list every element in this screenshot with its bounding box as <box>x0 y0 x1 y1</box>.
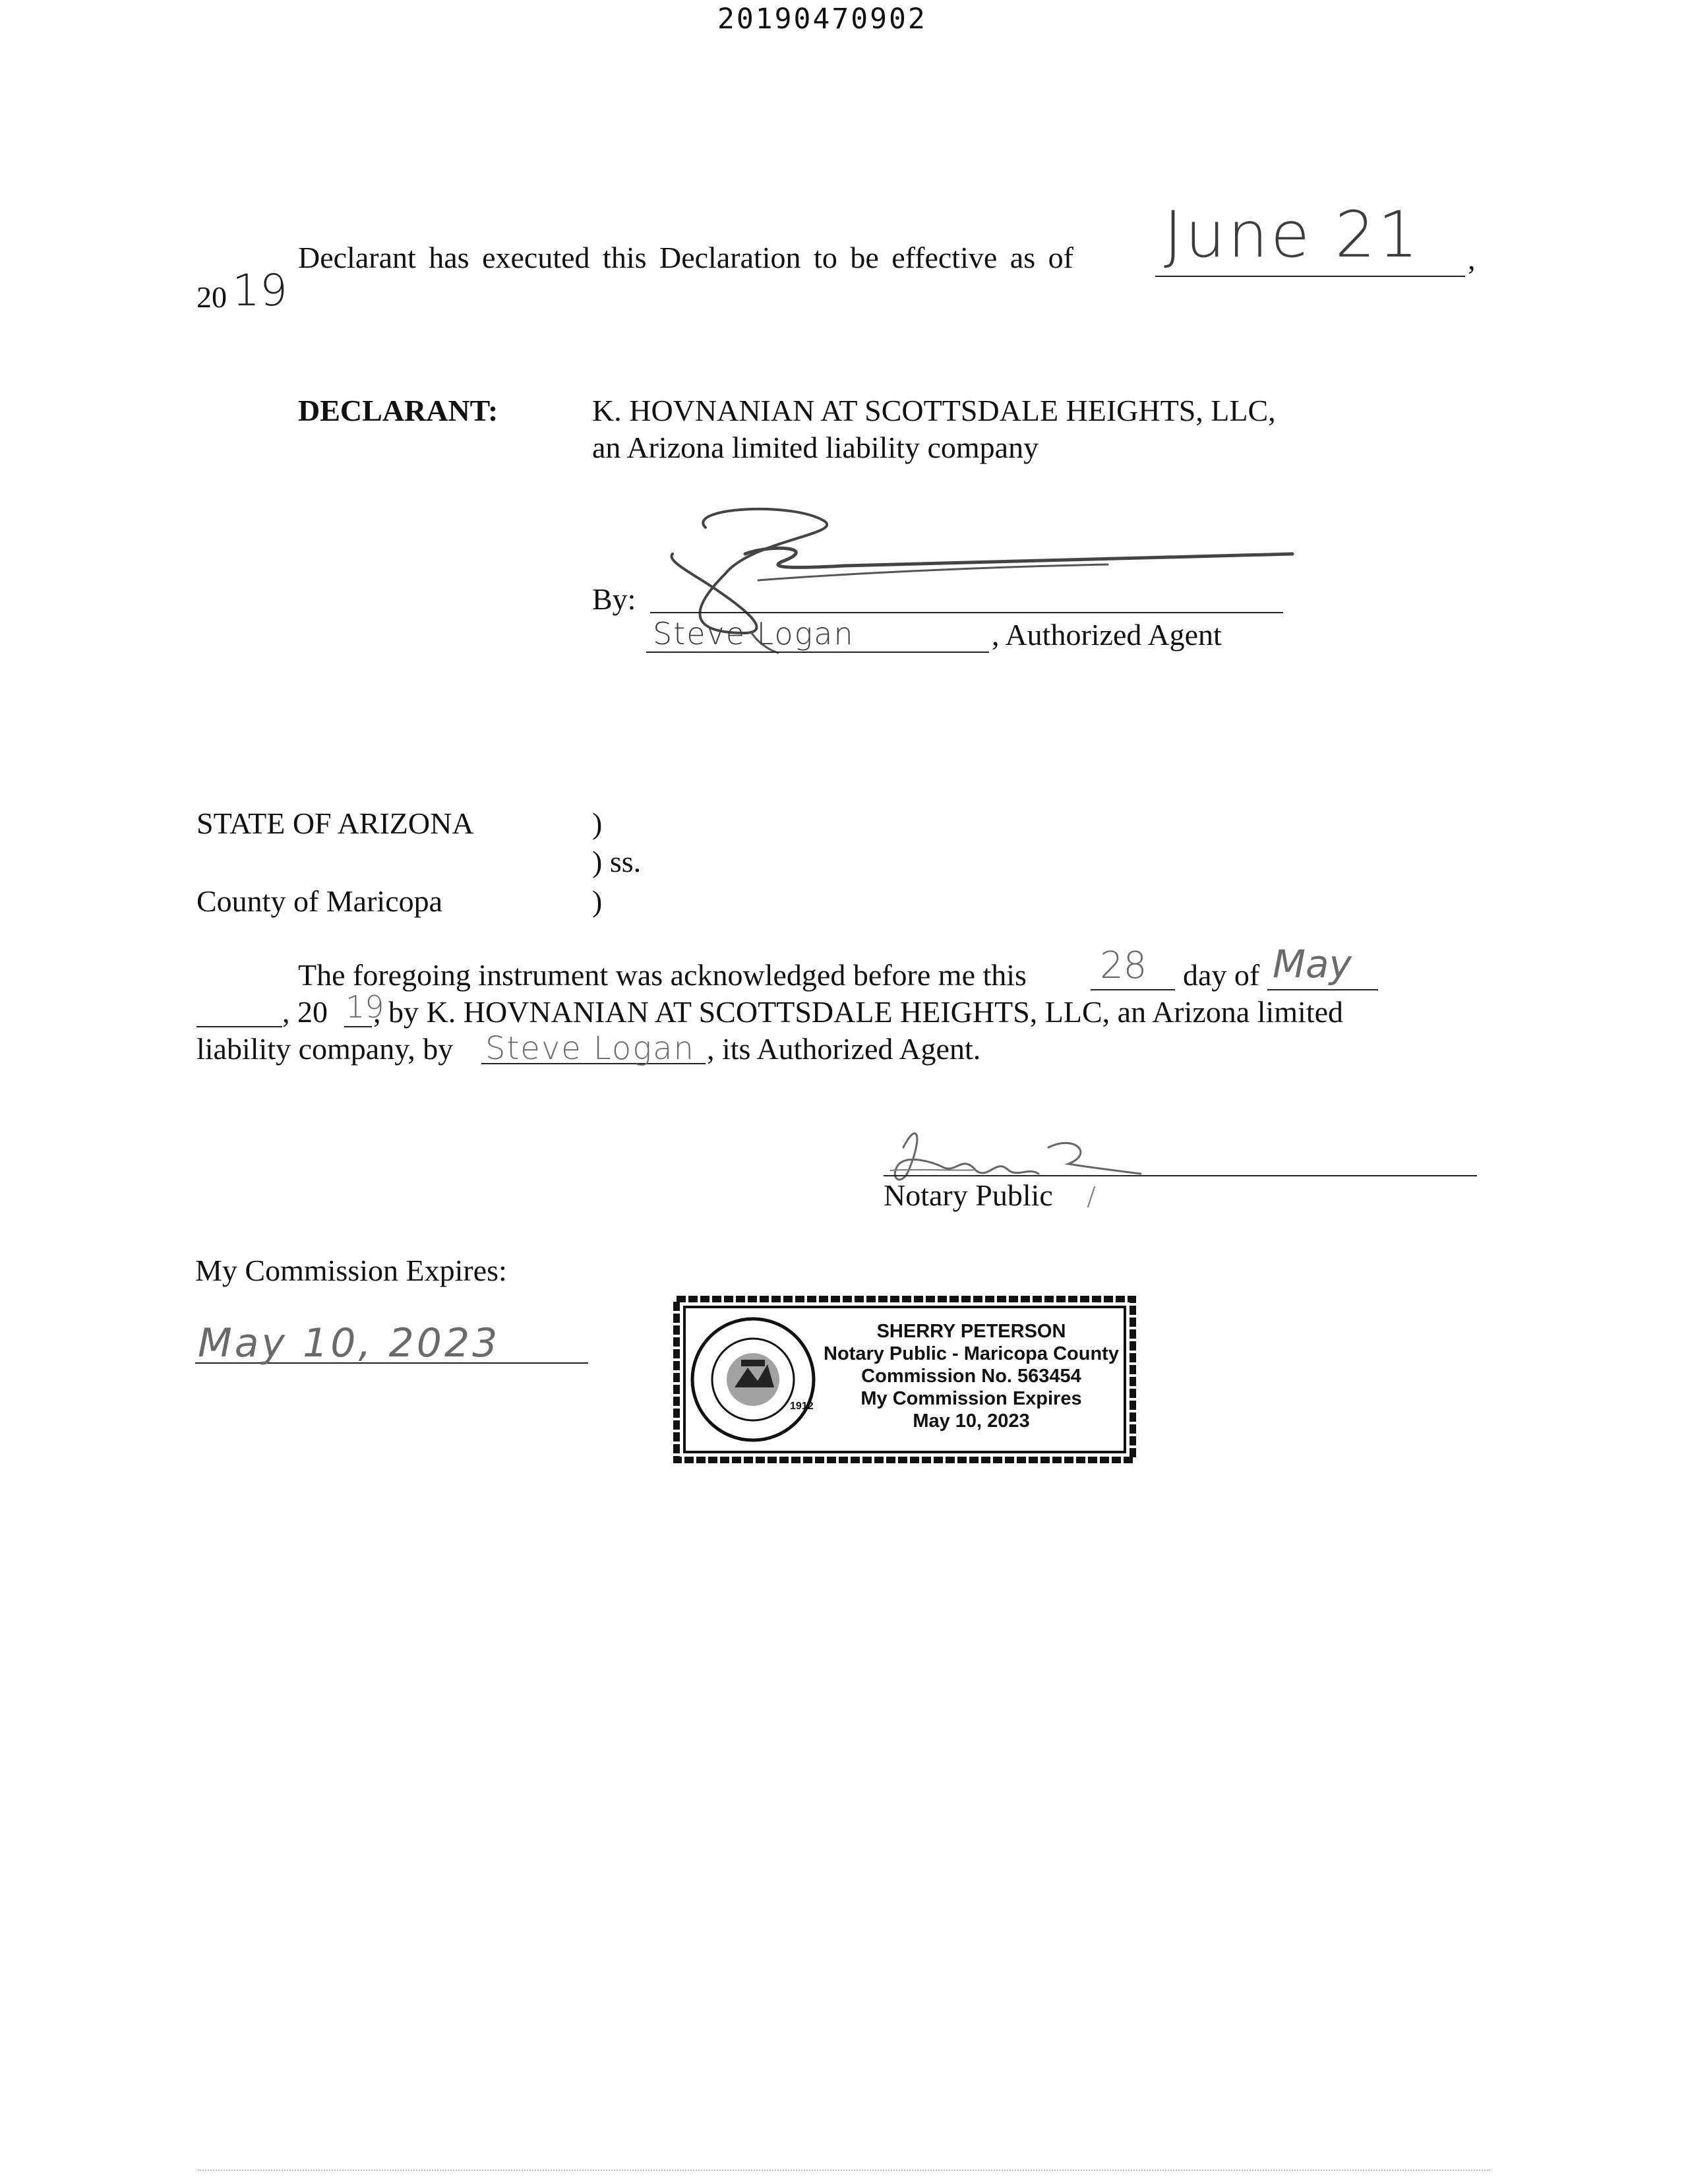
scan-artifact-line <box>198 2169 1490 2173</box>
effective-date-comma: , <box>1468 242 1476 276</box>
stamp-notary-county: Notary Public - Maricopa County <box>824 1343 1119 1364</box>
venue-county: County of Maricopa <box>196 884 443 918</box>
recording-number: 20190470902 <box>717 3 927 36</box>
declarant-company-description: an Arizona limited liability company <box>592 431 1039 464</box>
notary-label: Notary Public <box>884 1178 1053 1212</box>
stamp-expires-date: May 10, 2023 <box>913 1410 1030 1432</box>
ack-day-handwritten: 28 <box>1100 944 1147 987</box>
effective-year-handwritten: 19 <box>232 265 287 316</box>
effective-clause-text: Declarant has executed this Declaration to be effective as of <box>298 241 1073 274</box>
by-label: By: <box>592 582 636 616</box>
effective-year-prefix: 20 <box>196 280 227 314</box>
stamp-text-block <box>816 1320 1126 1432</box>
ack-line2-blank <box>196 1026 282 1027</box>
commission-expires-label: My Commission Expires: <box>195 1254 507 1287</box>
venue-paren-1: ) <box>592 806 603 840</box>
signatory-title: , Authorized Agent <box>992 618 1222 652</box>
effective-date-handwritten: June 21 <box>1164 198 1421 272</box>
stamp-notary-name: SHERRY PETERSON <box>876 1321 1066 1342</box>
ack-year-handwritten: 19 <box>346 989 384 1025</box>
venue-paren-3: ) <box>592 884 603 918</box>
ack-year-line <box>344 1026 372 1027</box>
ack-line1-mid: day of <box>1183 958 1260 992</box>
signatory-name-handwritten: Steve Logan <box>653 616 855 652</box>
ack-month-handwritten: May <box>1273 942 1352 986</box>
ack-line3-prefix: liability company, by <box>196 1032 454 1066</box>
ack-line2-prefix: , 20 <box>282 995 328 1029</box>
notary-signature-line <box>884 1175 1477 1176</box>
ack-agent-handwritten: Steve Logan <box>485 1030 695 1067</box>
notary-stamp <box>670 1291 1139 1468</box>
venue-state: STATE OF ARIZONA <box>196 806 474 840</box>
signatory-name-line <box>646 652 989 653</box>
ack-line3-suffix: , its Authorized Agent. <box>707 1032 981 1066</box>
declarant-company-name: K. HOVNANIAN AT SCOTTSDALE HEIGHTS, LLC, <box>592 394 1276 427</box>
ack-day-line <box>1091 989 1175 990</box>
effective-date-line <box>1155 276 1465 277</box>
ack-month-line <box>1267 989 1378 990</box>
ack-line1-prefix: The foregoing instrument was acknowledged before me this <box>298 958 1027 992</box>
arizona-seal-icon <box>688 1315 818 1444</box>
declarant-label: DECLARANT: <box>298 394 498 427</box>
venue-ss: ) ss. <box>592 845 642 878</box>
seal-year: 1912 <box>790 1401 814 1412</box>
signature-line <box>650 612 1283 613</box>
ack-line2-suffix: , by K. HOVNANIAN AT SCOTTSDALE HEIGHTS, LLC, an Arizona limited <box>373 995 1344 1029</box>
stamp-commission-number: Commission No. 563454 <box>861 1366 1081 1387</box>
stamp-expires-label: My Commission Expires <box>860 1388 1082 1409</box>
commission-date-handwritten: May 10, 2023 <box>198 1320 500 1366</box>
